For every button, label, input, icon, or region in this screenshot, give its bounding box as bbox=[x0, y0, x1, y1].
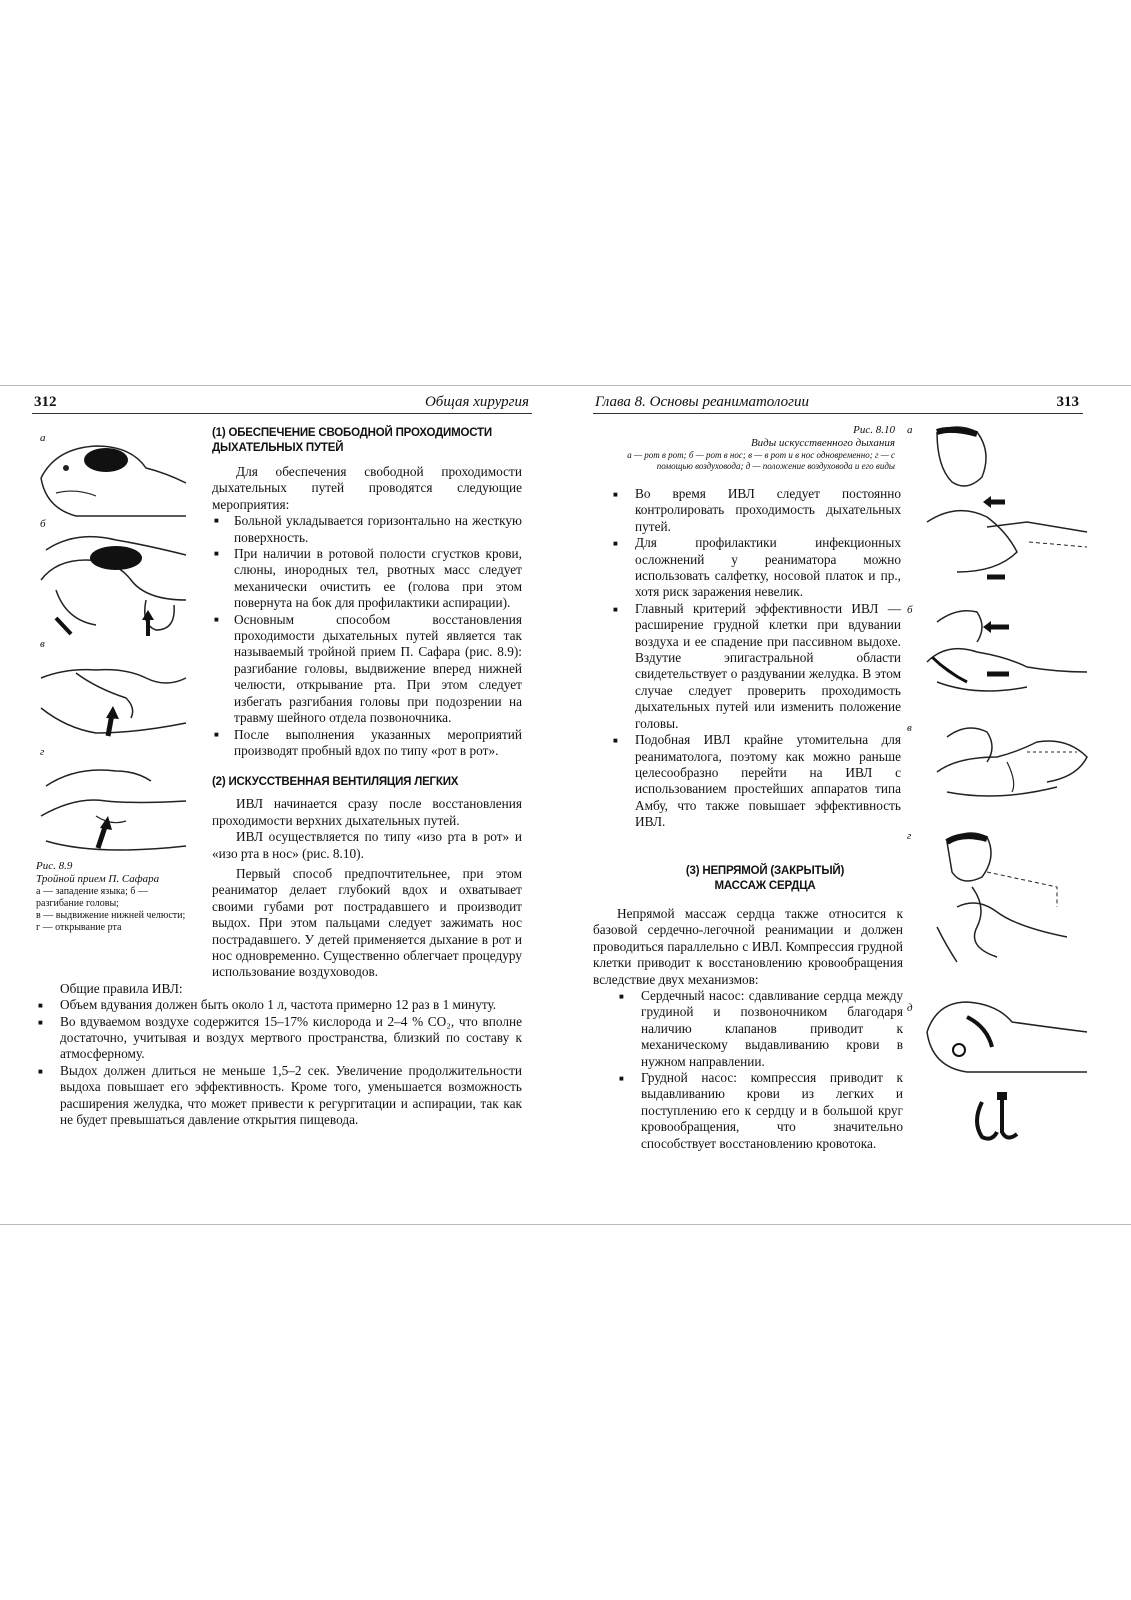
bullet-item: ■ После выполнения указанных мероприятий производят пробный вдох по типу «рот в рот». bbox=[212, 727, 522, 760]
bullet-item: ■ Сердечный насос: сдавливание сердца между грудиной и позвоночником благодаря наличию клапанов приводит к механическому выдавливанию крови в нужном направлении. bbox=[593, 988, 903, 1070]
running-title-left: Общая хирургия bbox=[424, 394, 529, 410]
section-heading: (2) ИСКУССТВЕННАЯ ВЕНТИЛЯЦИЯ ЛЕГКИХ bbox=[212, 776, 459, 789]
fig-label-a: а bbox=[40, 432, 46, 444]
bullet-item: ■ Для профилактики инфекционных осложнений у реаниматора можно использовать салфетку, носовой платок и пр., хотя риск заражения невелик. bbox=[611, 535, 901, 601]
page-number-left: 312 bbox=[34, 394, 57, 410]
header-rule-left bbox=[32, 413, 532, 414]
paragraph: Для обеспечения свободной проходимости дыхательных путей проводятся следующие мероприятия: bbox=[212, 464, 522, 512]
illustration-tongue-fall bbox=[36, 438, 191, 528]
bullet-item: ■ Больной укладывается горизонтально на жесткую поверхность. bbox=[212, 513, 522, 546]
section-heading: ДЫХАТЕЛЬНЫХ ПУТЕЙ bbox=[212, 442, 344, 454]
fig-label-b: б bbox=[907, 604, 913, 616]
rules-intro: Общие правила ИВЛ: bbox=[60, 980, 183, 996]
section-2-continued bbox=[36, 866, 522, 1129]
book-spread bbox=[0, 385, 1131, 1225]
illustration-mouth-and-nose bbox=[917, 712, 1097, 802]
bullet-item: ■ Главный критерий эффективности ИВЛ — расширение грудной клетки при вдувании воздуха и ее спадение при пассивном выдохе. Вздутие эпигастральной области свидетельствует о раздувании желудка. В этом случае следует проверить проходимость дыхательных путей или изменить положение головы. bbox=[611, 601, 901, 732]
fig-label-a: а bbox=[907, 424, 913, 436]
figure-8-9-illustrations bbox=[36, 430, 191, 870]
fig-legend-line: а — западение языка; б — разгибание головы; bbox=[36, 886, 148, 909]
page-number-right: 313 bbox=[1056, 394, 1079, 410]
section-heading: МАССАЖ СЕРДЦА bbox=[714, 880, 816, 892]
paragraph: Непрямой массаж сердца также относится к базовой сердечно-легочной реанимации и должен проводиться параллельно с ИВЛ. Компрессия грудной клетки приводит к восстановлению кровообращения вследствие двух механизмов: bbox=[593, 906, 903, 987]
fig-legend-8-10: а — рот в рот; б — рот в нос; в — в рот и в нос одновременно; г — с помощью воздуховода; д — положение воздуховода и его виды bbox=[627, 450, 895, 471]
section-3 bbox=[593, 906, 903, 1152]
fig-label-v: в bbox=[40, 638, 45, 650]
illustration-mouth-to-nose bbox=[917, 602, 1097, 702]
paragraph: Первый способ предпочтительнее, при этом реаниматор делает глубокий вдох и охватывает своими губами рот пострадавшего и производит выдох. При этом пальцами следует зажимать нос пострадавшего. У детей применяется дыхание в рот и нос одновременно. Существенно облегчает процедуру использование воздуховодов. bbox=[212, 866, 522, 980]
bullet-item: ■ Во время ИВЛ следует постоянно контролировать проходимость дыхательных путей. bbox=[611, 486, 901, 535]
fig-label-v: в bbox=[907, 722, 912, 734]
fig-label-d: д bbox=[907, 1002, 913, 1014]
fig-label-g: г bbox=[907, 830, 912, 842]
section-heading: (3) НЕПРЯМОЙ (ЗАКРЫТЫЙ) bbox=[685, 865, 845, 877]
bullet-item: ■ Грудной насос: компрессия приводит к выдавливанию крови из легких и поступлению его к сердцу и в большой круг кровообращения, что значительно способствует восстановлению кровотока. bbox=[593, 1070, 903, 1152]
bullet-item: ■ Основным способом восстановления проходимости дыхательных путей является так называемый тройной прием П. Сафара (рис. 8.9): разгибание головы, выдвижение вперед нижней челюсти, открывание рта. При этом следует избегать разгибания головы при подозрении на травму шейного отдела позвоночника. bbox=[212, 612, 522, 727]
fig-legend-line: в — выдвижение нижней челюсти; bbox=[36, 910, 186, 921]
figure-8-10-caption bbox=[605, 424, 895, 472]
figure-8-10-illustrations bbox=[907, 422, 1097, 1182]
left-page bbox=[0, 386, 565, 1224]
bullet-item: ■ Выдох должен длиться не меньше 1,5–2 сек. Увеличение продолжительности выдоха повышает его эффективность. Кроме того, уменьшается возможность расширения желудка, что может привести к регургитации и аспирации, так как не будет превышаться давление открытия пищевода. bbox=[36, 1063, 522, 1129]
fig-label-g: г bbox=[40, 746, 45, 758]
airway-device-icon bbox=[967, 1092, 1047, 1152]
fig-title-8-9: Тройной прием П. Сафара bbox=[36, 873, 160, 885]
section-3-heading bbox=[675, 864, 855, 894]
header-rule-right bbox=[593, 413, 1083, 414]
illustration-jaw-thrust bbox=[36, 648, 191, 743]
bullet-item: ■ Подобная ИВЛ крайне утомительна для реаниматолога, поэтому как можно раньше целесообразно перейти на ИВЛ с использованием простейших аппаратов типа Амбу, что также повышает эффективность ИВЛ. bbox=[611, 732, 901, 830]
fig-number-8-10: Рис. 8.10 bbox=[853, 424, 895, 436]
fig-number-8-9: Рис. 8.9 bbox=[36, 860, 73, 872]
section-heading: (1) ОБЕСПЕЧЕНИЕ СВОБОДНОЙ ПРОХОДИМОСТИ bbox=[212, 427, 492, 439]
illustration-airway-position bbox=[917, 992, 1097, 1082]
fig-title-8-10: Виды искусственного дыхания bbox=[750, 437, 895, 449]
bullet-item: ■ Объем вдувания должен быть около 1 л, частота примерно 12 раз в 1 минуту. bbox=[36, 997, 522, 1013]
running-title-right: Глава 8. Основы реаниматологии bbox=[595, 394, 809, 410]
ventilation-rules-continued bbox=[611, 486, 901, 831]
fig-label-b: б bbox=[40, 518, 46, 530]
illustration-mouth-to-mouth bbox=[917, 422, 1097, 582]
paragraph: ИВЛ начинается сразу после восстановления проходимости верхних дыхательных путей. bbox=[212, 796, 522, 828]
illustration-head-extension bbox=[36, 530, 191, 640]
section-1 bbox=[212, 426, 522, 862]
bullet-item: ■ При наличии в ротовой полости сгустков крови, слюны, инородных тел, рвотных масс следует механически очистить ее (голова при этом повернута на бок для профилактики аспирации). bbox=[212, 546, 522, 612]
right-page bbox=[565, 386, 1131, 1224]
illustration-mouth-opening bbox=[36, 756, 191, 856]
paragraph: ИВЛ осуществляется по типу «изо рта в рот» и «изо рта в нос» (рис. 8.10). bbox=[212, 829, 522, 861]
illustration-airway-ventilation bbox=[917, 827, 1097, 967]
fig-legend-line: г — открывание рта bbox=[36, 922, 122, 933]
bullet-item: ■ Во вдуваемом воздухе содержится 15–17% кислорода и 2–4 % CO₂, что вполне достаточно, учитывая и воздух мертвого пространства, близкий по составу к атмосферному. bbox=[36, 1014, 522, 1063]
